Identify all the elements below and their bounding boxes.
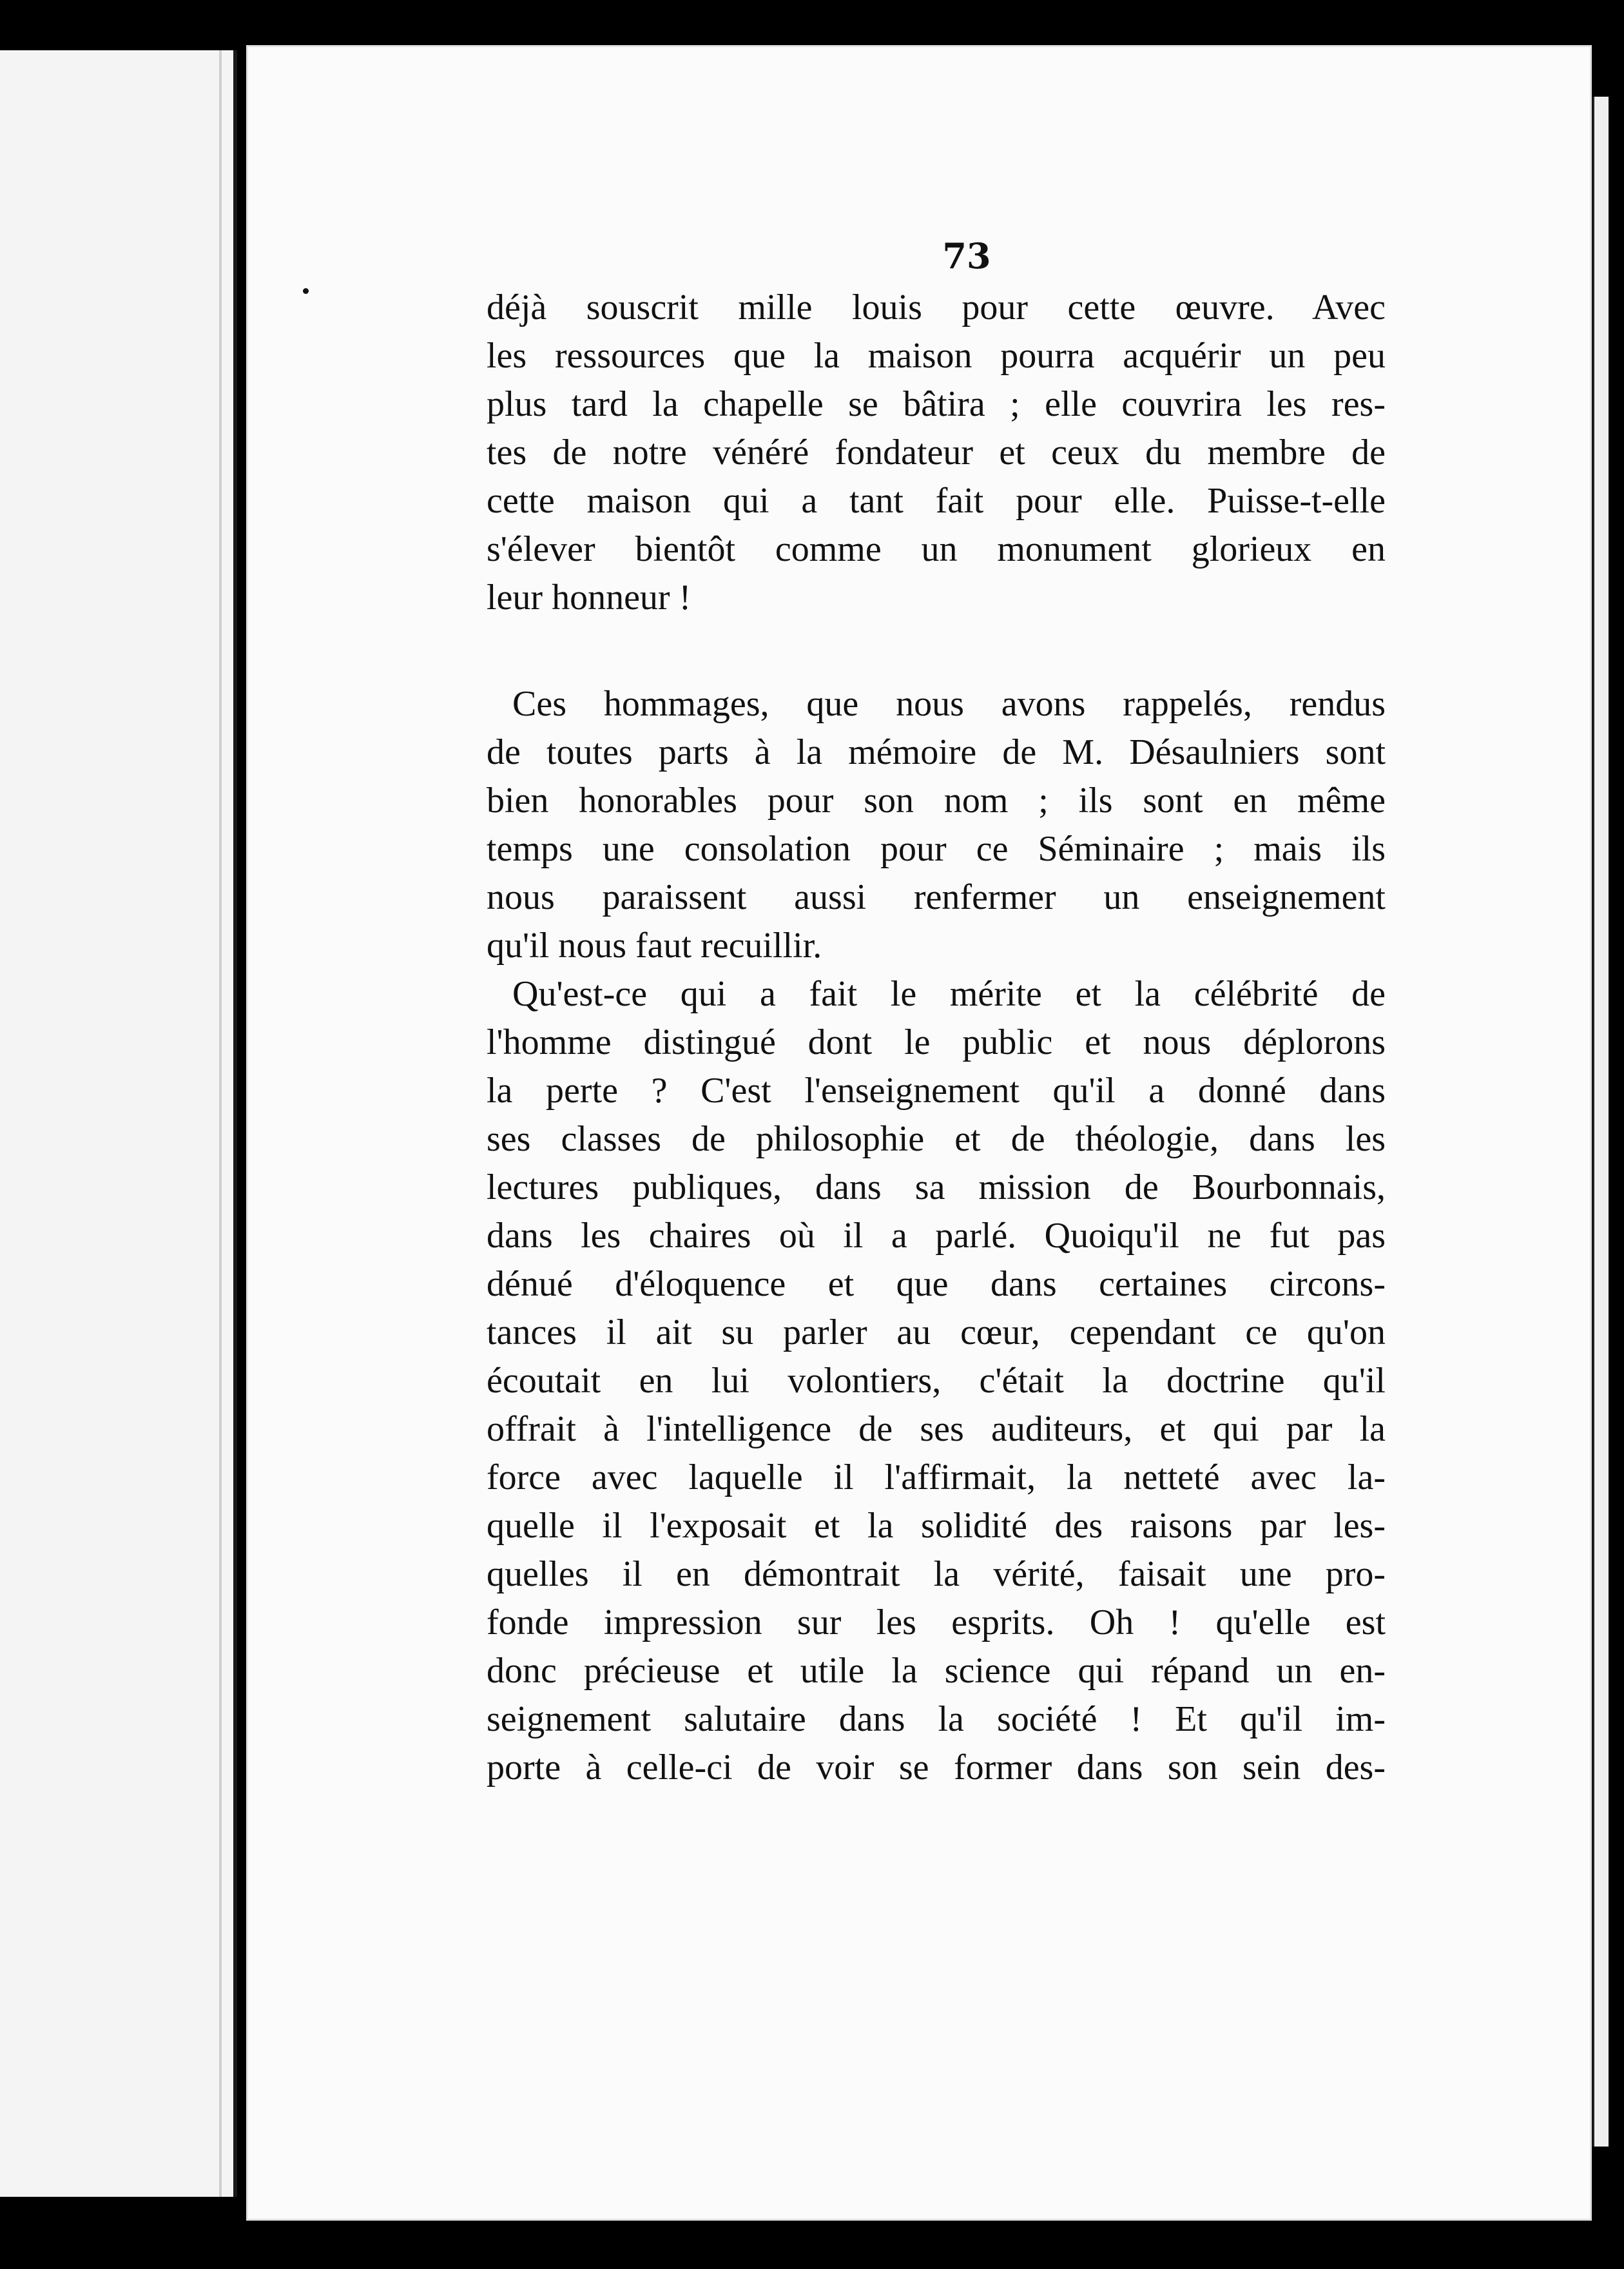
text-line: la perte ? C'est l'enseignement qu'il a donné dans: [487, 1071, 1386, 1111]
text-line: offrait à l'intelligence de ses auditeurs, et qui par la: [487, 1409, 1386, 1449]
text-line: temps une consolation pour ce Séminaire ; mais ils: [487, 829, 1386, 869]
text-line: de toutes parts à la mémoire de M. Désaulniers sont: [487, 732, 1386, 772]
text-line: lectures publiques, dans sa mission de Bourbonnais,: [487, 1167, 1386, 1207]
text-line: porte à celle-ci de voir se former dans son sein des-: [487, 1748, 1386, 1787]
text-line: cette maison qui a tant fait pour elle. Puisse-t-elle: [487, 481, 1386, 521]
paragraph-1: [487, 284, 1386, 622]
page-right-edge: [1592, 97, 1609, 2147]
text-line: Qu'est-ce qui a fait le mérite et la célébrité de: [512, 974, 1386, 1014]
page-body: [487, 284, 1386, 1792]
paragraph-3: [487, 970, 1386, 1792]
text-line: donc précieuse et utile la science qui répand un en-: [487, 1651, 1386, 1691]
text-line: les ressources que la maison pourra acquérir un peu: [487, 336, 1386, 376]
text-line: dans les chaires où il a parlé. Quoiqu'il ne fut pas: [487, 1216, 1386, 1256]
previous-page-edge: [0, 50, 237, 2197]
text-line: s'élever bientôt comme un monument glorieux en: [487, 529, 1386, 569]
text-line: fonde impression sur les esprits. Oh ! qu'elle est: [487, 1602, 1386, 1642]
text-line: Ces hommages, que nous avons rappelés, rendus: [512, 684, 1386, 724]
text-line: tes de notre vénéré fondateur et ceux du membre de: [487, 433, 1386, 472]
text-line: l'homme distingué dont le public et nous déplorons: [487, 1022, 1386, 1062]
text-line: seignement salutaire dans la société ! Et qu'il im-: [487, 1699, 1386, 1739]
text-line: leur honneur !: [487, 578, 691, 618]
text-line: quelles il en démontrait la vérité, faisait une pro-: [487, 1554, 1386, 1594]
text-line: ses classes de philosophie et de théologie, dans les: [487, 1119, 1386, 1159]
text-line: quelle il l'exposait et la solidité des raisons par les-: [487, 1506, 1386, 1546]
text-line: qu'il nous faut recuillir.: [487, 926, 822, 966]
text-line: plus tard la chapelle se bâtira ; elle couvrira les res-: [487, 384, 1386, 424]
text-line: bien honorables pour son nom ; ils sont en même: [487, 781, 1386, 821]
text-line: écoutait en lui volontiers, c'était la doctrine qu'il: [487, 1361, 1386, 1401]
text-line: déjà souscrit mille louis pour cette œuvre. Avec: [487, 287, 1386, 327]
text-line: force avec laquelle il l'affirmait, la netteté avec la-: [487, 1457, 1386, 1497]
ink-speck: [303, 288, 309, 294]
page-fold: [219, 50, 222, 2197]
page-number: 73: [942, 235, 991, 277]
text-line: nous paraissent aussi renfermer un enseignement: [487, 877, 1386, 917]
text-line: dénué d'éloquence et que dans certaines circons-: [487, 1264, 1386, 1304]
paragraph-2: [487, 680, 1386, 970]
text-line: tances il ait su parler au cœur, cependant ce qu'on: [487, 1312, 1386, 1352]
